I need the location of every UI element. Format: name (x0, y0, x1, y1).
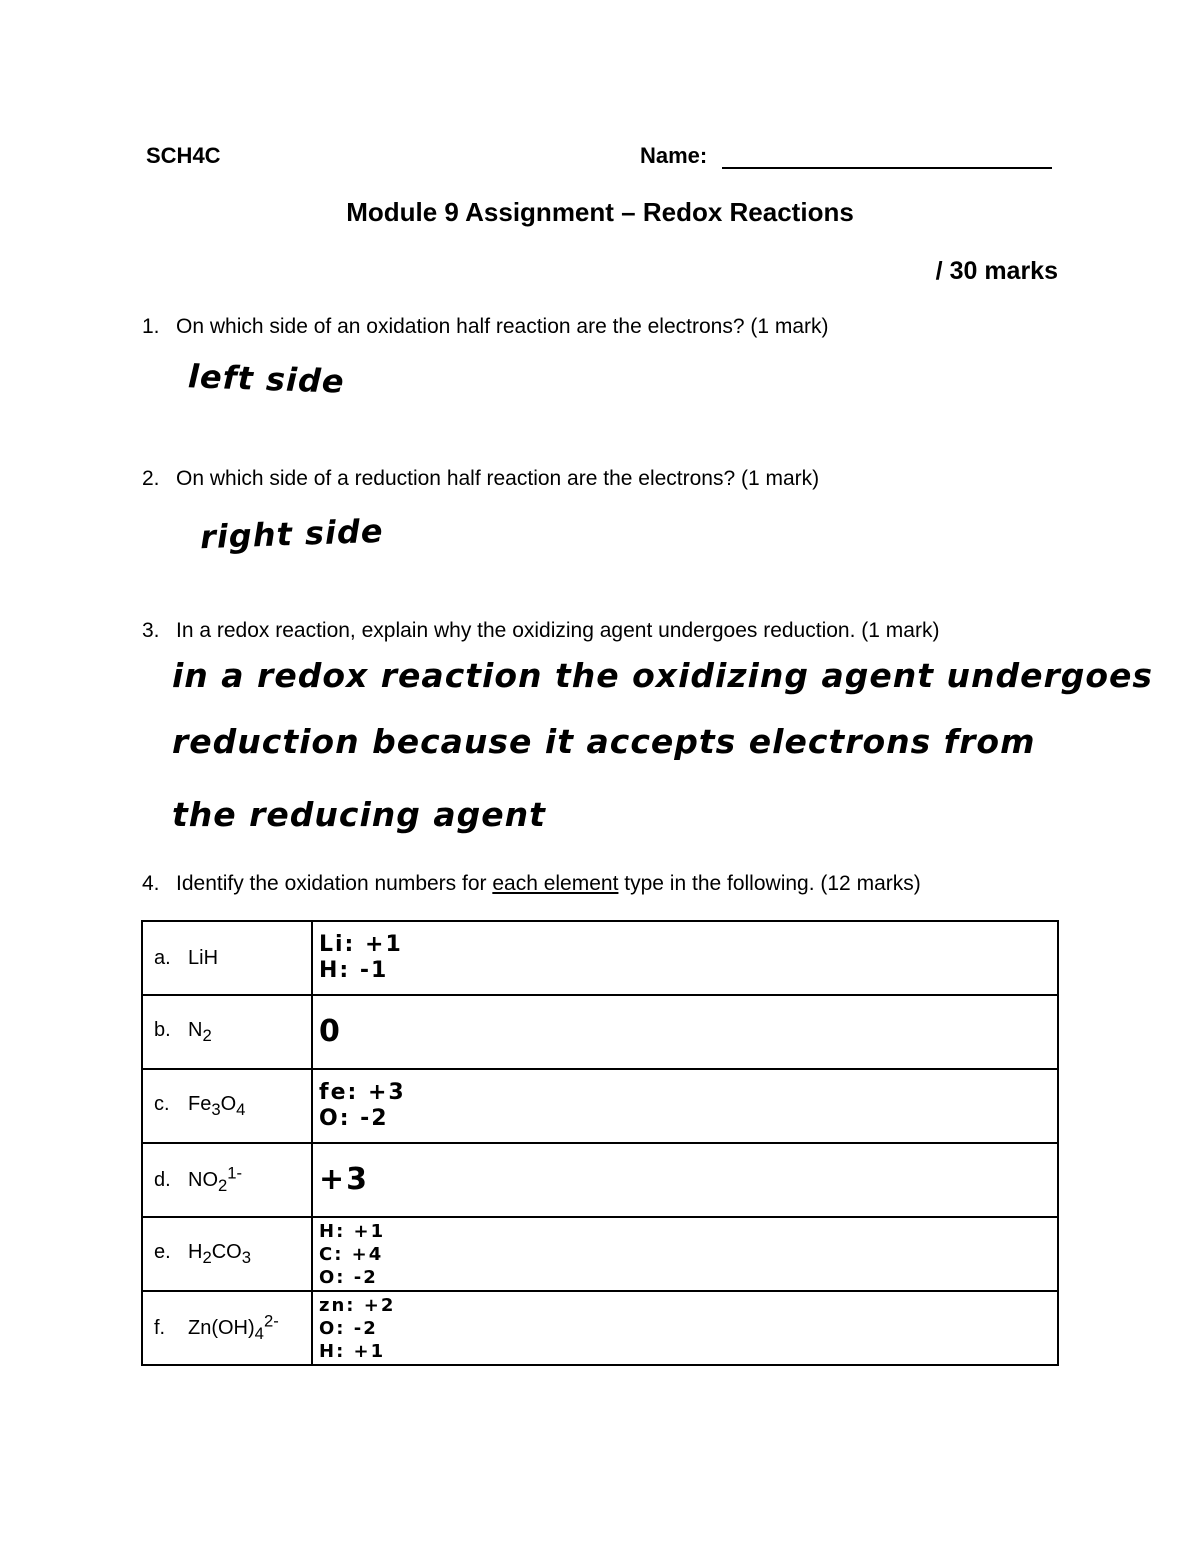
formula: $N_2$ (188, 1018, 212, 1045)
row-letter: e. (154, 1240, 171, 1263)
handwritten-answer: H: -1 (319, 958, 389, 983)
question-text-end: type in the following. (12 marks) (618, 872, 921, 895)
question-text-start: Identify the oxidation numbers for (176, 872, 493, 895)
answer-cell[interactable] (312, 1291, 1058, 1365)
handwritten-answer: H: +1 (319, 1340, 386, 1362)
handwritten-answer: O: -2 (319, 1106, 389, 1131)
question-number: 1. (142, 315, 160, 338)
answer-cell[interactable] (312, 995, 1058, 1069)
page-title: Module 9 Assignment – Redox Reactions (346, 197, 854, 227)
row-letter: f. (154, 1317, 166, 1340)
handwritten-answer: 0 (319, 1014, 342, 1049)
handwritten-answer: Li: +1 (319, 932, 403, 957)
question-number: 2. (142, 467, 160, 490)
formula: $H_2CO_3$ (188, 1240, 251, 1267)
question-number: 3. (142, 619, 160, 642)
compound-cell (142, 1217, 312, 1291)
oxidation-number-table (141, 920, 1059, 1366)
handwritten-answer: O: -2 (319, 1266, 378, 1288)
handwritten-answer-3-line-3: the reducing agent (172, 795, 546, 834)
answer-cell[interactable] (312, 1069, 1058, 1143)
question-text-underlined: each element (492, 872, 619, 895)
answer-cell[interactable] (312, 1217, 1058, 1291)
handwritten-answer-3-line-1: in a redox reaction the oxidizing agent undergoes (172, 656, 1154, 695)
table-row (142, 995, 1058, 1069)
question-4 (142, 872, 921, 896)
compound-cell (142, 921, 312, 995)
row-letter: d. (154, 1169, 171, 1192)
compound-cell (142, 1291, 312, 1365)
question-3 (142, 619, 939, 643)
table-row (142, 921, 1058, 995)
compound-cell (142, 1143, 312, 1217)
handwritten-answer: zn: +2 (319, 1294, 396, 1316)
course-code: SCH4C (146, 143, 221, 168)
handwritten-answer: fe: +3 (319, 1080, 406, 1105)
handwritten-answer: H: +1 (319, 1220, 386, 1242)
table-row (142, 1291, 1058, 1365)
compound-cell (142, 995, 312, 1069)
row-letter: b. (154, 1018, 171, 1041)
compound-cell (142, 1069, 312, 1143)
table-row (142, 1217, 1058, 1291)
formula: $NO_2^{1-}$ (188, 1163, 243, 1196)
row-letter: c. (154, 1092, 170, 1115)
handwritten-answer: O: -2 (319, 1317, 378, 1339)
table-row (142, 1143, 1058, 1217)
name-label: Name: (640, 143, 708, 168)
question-text: On which side of a reduction half reaction are the electrons? (1 mark) (176, 467, 820, 490)
question-number: 4. (142, 872, 160, 895)
row-letter: a. (154, 946, 171, 969)
total-marks: / 30 marks (935, 257, 1058, 285)
question-1 (142, 315, 829, 339)
formula: LiH (188, 946, 219, 969)
question-text: On which side of an oxidation half reaction are the electrons? (1 mark) (176, 315, 829, 338)
formula: $Fe_3O_4$ (188, 1092, 246, 1119)
name-field-line[interactable] (722, 143, 1052, 169)
answer-cell[interactable] (312, 921, 1058, 995)
handwritten-answer: C: +4 (319, 1243, 384, 1265)
table-row (142, 1069, 1058, 1143)
question-text: In a redox reaction, explain why the oxidizing agent undergoes reduction. (1 mark) (176, 619, 940, 642)
handwritten-answer-1: left side (187, 357, 346, 401)
formula: $Zn(OH)_4^{2-}$ (188, 1311, 279, 1344)
handwritten-answer-3-line-2: reduction because it accepts electrons from (172, 722, 1036, 761)
handwritten-answer-2: right side (199, 511, 385, 557)
question-2 (142, 467, 819, 491)
handwritten-answer: +3 (319, 1162, 370, 1197)
answer-cell[interactable] (312, 1143, 1058, 1217)
